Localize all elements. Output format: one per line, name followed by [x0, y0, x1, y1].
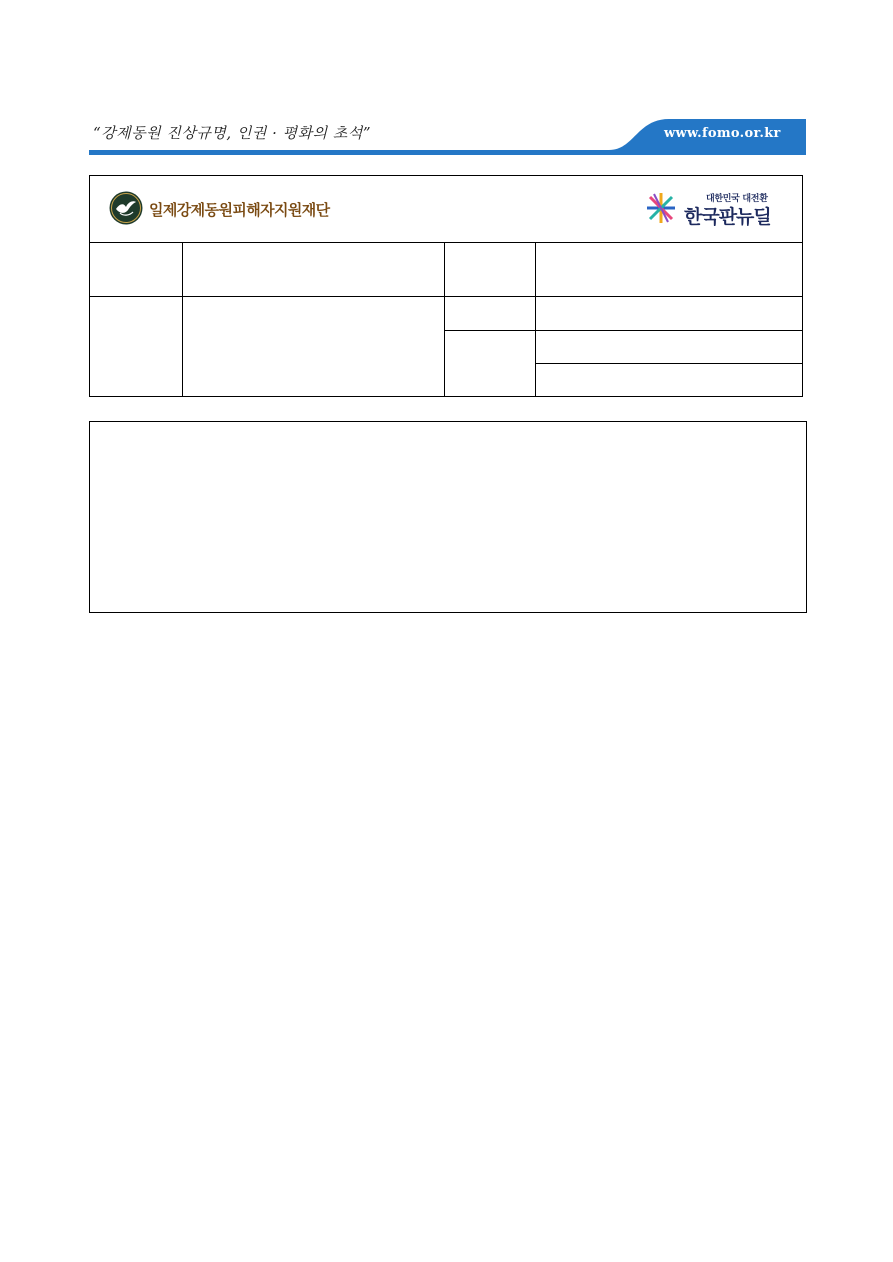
newdeal-title: 한국판뉴딜	[684, 206, 771, 228]
site-url[interactable]: www.fomo.or.kr	[664, 126, 781, 141]
content-box[interactable]	[89, 421, 807, 613]
row-divider-2	[444, 330, 802, 331]
form-table	[89, 175, 803, 397]
dove-emblem-icon	[109, 191, 143, 225]
header-slogan: “강제동원 진상규명, 인권 · 평화의 초석”	[93, 124, 372, 142]
col-divider-1	[182, 242, 183, 397]
foundation-name: 일제강제동원피해자지원재단	[149, 201, 330, 219]
row-divider-3	[535, 363, 802, 364]
newdeal-burst-icon	[644, 191, 678, 225]
col-divider-3	[535, 242, 536, 397]
row-divider-1	[90, 296, 802, 297]
col-divider-2	[444, 242, 445, 397]
logo-row	[90, 176, 802, 243]
newdeal-tagline: 대한민국 대전환	[706, 194, 768, 204]
